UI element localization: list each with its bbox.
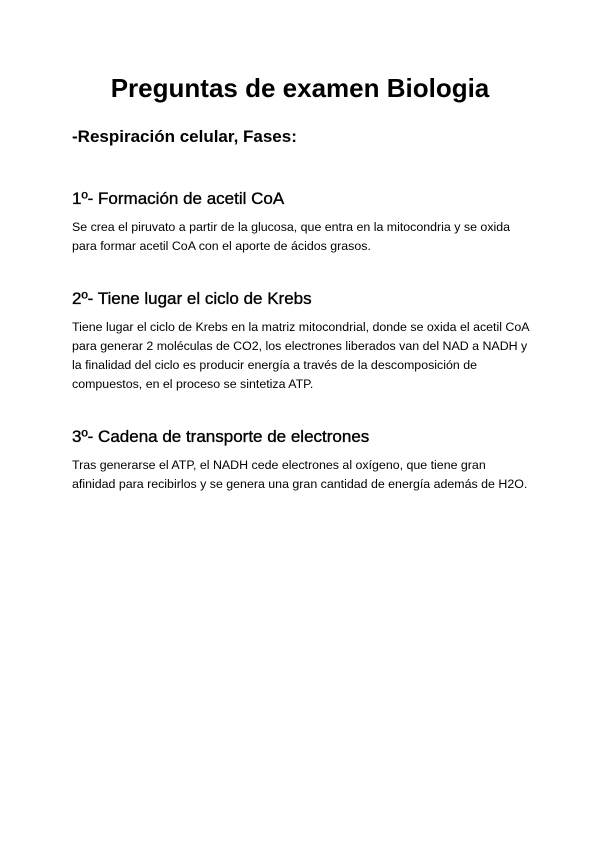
section-cadena-transporte bbox=[72, 426, 528, 494]
section-body: Se crea el piruvato a partir de la glucosa, que entra en la mitocondria y se oxida para formar acetil CoA con el aporte de ácidos grasos. bbox=[72, 220, 511, 253]
section-formacion-acetil-coa bbox=[72, 188, 528, 256]
document-subtitle: -Respiración celular, Fases: bbox=[72, 127, 297, 146]
section-ciclo-krebs bbox=[72, 288, 528, 394]
section-heading: 2º- Tiene lugar el ciclo de Krebs bbox=[72, 289, 312, 308]
section-heading: 3º- Cadena de transporte de electrones bbox=[72, 427, 370, 446]
document-title: Preguntas de examen Biologia bbox=[110, 73, 490, 103]
section-body: Tras generarse el ATP, el NADH cede electrones al oxígeno, que tiene gran afinidad para recibirlos y se genera una gran cantidad de energía además de H2O. bbox=[72, 458, 528, 491]
section-heading: 1º- Formación de acetil CoA bbox=[72, 189, 285, 208]
section-body: Tiene lugar el ciclo de Krebs en la matriz mitocondrial, donde se oxida el acetil CoA para generar 2 moléculas de CO2, los electrones liberados van del NAD a NADH y la finalidad del ciclo es producir energía a través de la descomposición de compuestos, en el proceso se sintetiza ATP. bbox=[72, 320, 529, 391]
